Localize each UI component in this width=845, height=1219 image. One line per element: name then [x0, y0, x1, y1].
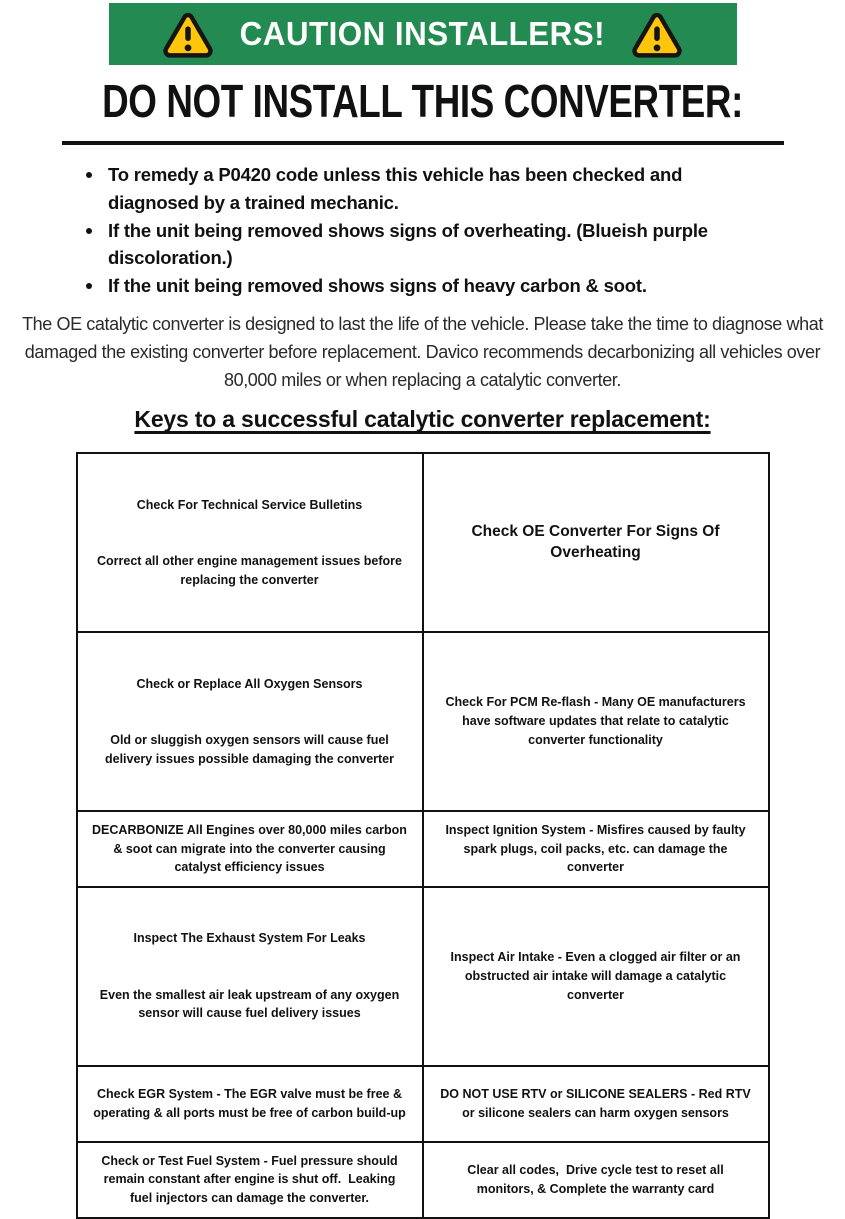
cell-line: Inspect The Exhaust System For Leaks: [133, 931, 366, 946]
table-cell-left: DECARBONIZE All Engines over 80,000 miles carbon & soot can migrate into the converter causing catalyst efficiency issues: [77, 811, 423, 887]
table-row: [77, 1142, 769, 1218]
table-row: [77, 1066, 769, 1142]
cell-line: Old or sluggish oxygen sensors will cause fuel delivery issues possible damaging the converter: [105, 732, 394, 766]
table-row: [77, 453, 769, 632]
banner-title: CAUTION INSTALLERS!: [239, 15, 606, 52]
table-row: [77, 811, 769, 887]
table-cell-right: Inspect Air Intake - Even a clogged air filter or an obstructed air intake will damage a catalytic converter: [423, 887, 769, 1066]
bullet-item: If the unit being removed shows signs of overheating. (Blueish purple discoloration.): [78, 217, 766, 273]
caution-flyer-page: [0, 3, 845, 1206]
table-cell-right: Inspect Ignition System - Misfires caused by faulty spark plugs, coil packs, etc. can damage the converter: [423, 811, 769, 887]
warning-triangle-icon: [631, 11, 683, 58]
keys-subheading: Keys to a successful catalytic converter replacement:: [134, 406, 711, 433]
cell-line: Check or Replace All Oxygen Sensors: [136, 676, 363, 691]
table-cell-right: Check OE Converter For Signs Of Overheating: [423, 453, 769, 632]
warning-bullet-list: [78, 161, 766, 300]
table-cell-right: Check For PCM Re-flash - Many OE manufacturers have software updates that relate to catalytic converter functionality: [423, 632, 769, 811]
bullet-item: If the unit being removed shows signs of heavy carbon & soot.: [78, 272, 766, 300]
caution-banner: [109, 3, 737, 65]
table-cell-right: Clear all codes, Drive cycle test to reset all monitors, & Complete the warranty card: [423, 1142, 769, 1218]
cell-line: Even the smallest air leak upstream of any oxygen sensor will cause fuel delivery issues: [99, 987, 403, 1021]
cell-line: Check For Technical Service Bulletins: [136, 497, 363, 512]
table-row: [77, 632, 769, 811]
advisory-paragraph: The OE catalytic converter is designed to last the life of the vehicle. Please take the time to diagnose what damaged the existing converter before replacement. Davico recommends decarbonizing all vehicles over 80,000 miles or when replacing a catalytic converter.: [22, 313, 823, 390]
cell-line: Correct all other engine management issues before replacing the converter: [97, 554, 406, 587]
table-cell-left: [77, 632, 423, 811]
table-row: [77, 887, 769, 1066]
table-cell-left: Check or Test Fuel System - Fuel pressure should remain constant after engine is shut off. Leaking fuel injectors can damage the converter.: [77, 1142, 423, 1218]
warning-triangle-icon: [162, 11, 214, 58]
divider-rule: [62, 141, 784, 145]
table-cell-left: [77, 453, 423, 632]
bullet-item: To remedy a P0420 code unless this vehicle has been checked and diagnosed by a trained mechanic.: [78, 161, 766, 217]
table-cell-left: [77, 887, 423, 1066]
page-title: DO NOT INSTALL THIS CONVERTER:: [102, 75, 743, 127]
keys-table: [76, 452, 770, 1218]
table-cell-left: Check EGR System - The EGR valve must be free & operating & all ports must be free of carbon build-up: [77, 1066, 423, 1142]
table-cell-right: DO NOT USE RTV or SILICONE SEALERS - Red RTV or silicone sealers can harm oxygen sensors: [423, 1066, 769, 1142]
